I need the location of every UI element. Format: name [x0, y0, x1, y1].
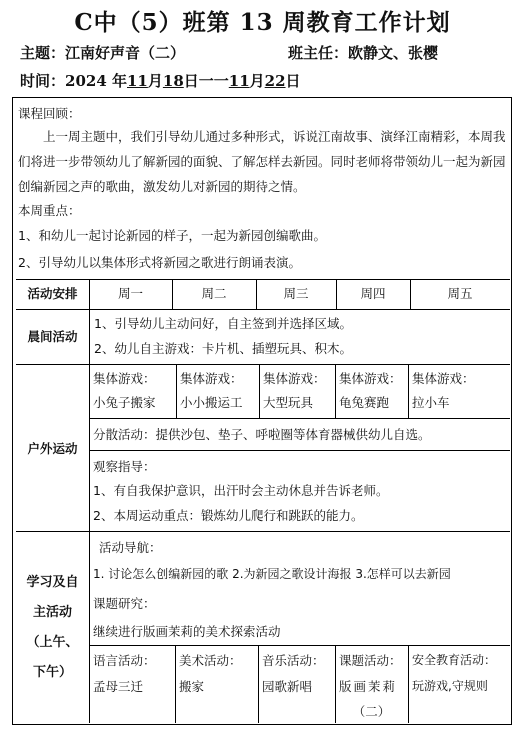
start-month: 11 — [127, 72, 148, 90]
review-text: 上一周主题中，我们引导幼儿通过多种形式，诉说江南故事、演绎江南精彩，本周我们将进一步带领幼儿了解新园的面貌、了解怎样去新园。同时老师将带领幼儿一起为新园创编新园之声的歌曲，激发幼儿对新园的期待之情。 — [18, 129, 506, 194]
start-day: 18 — [162, 72, 184, 90]
day-friday: 周五 — [447, 286, 473, 301]
rule-label-column — [89, 279, 90, 723]
time-line — [20, 70, 301, 91]
end-day: 22 — [264, 72, 286, 90]
game-2-title: 集体游戏： — [180, 371, 243, 386]
game-5-title: 集体游戏： — [412, 371, 475, 386]
rule-game-3 — [335, 364, 336, 418]
page-title: C中（5）班第 13 周教育工作计划 — [74, 9, 451, 36]
activity-3-title: 音乐活动： — [262, 653, 325, 668]
research-label: 课题研究： — [93, 596, 156, 611]
study-label-line-1: 学习及自 — [26, 575, 79, 590]
month-unit-2: 月 — [249, 72, 265, 90]
activity-4-extra: （二） — [352, 704, 391, 719]
game-4-title: 集体游戏： — [339, 371, 402, 386]
day-wednesday: 周三 — [283, 286, 309, 301]
activity-4-content: 版画茉莉 — [339, 679, 398, 694]
nav-text: 1. 讨论怎么创编新园的歌 2.为新园之歌设计海报 3.怎样可以去新园 — [93, 567, 451, 581]
activity-5-content: 玩游戏,守规则 — [412, 679, 488, 693]
morning-line-2: 2、幼儿自主游戏：卡片机、插塑玩具、积木。 — [94, 341, 352, 356]
day-unit-2: 日 — [285, 72, 301, 90]
observe-item-2: 2、本周运动重点：锻炼幼儿爬行和跳跃的能力。 — [93, 508, 364, 523]
study-label-line-3: （上午、 — [26, 635, 79, 650]
rule-research-bottom — [89, 645, 510, 646]
game-4-name: 龟兔赛跑 — [339, 395, 390, 410]
rule-act-4 — [408, 645, 409, 723]
teacher-label: 班主任： — [288, 44, 349, 62]
activity-1-content: 孟母三迁 — [93, 679, 144, 694]
game-1-title: 集体游戏： — [93, 371, 156, 386]
focus-item-1: 1、和幼儿一起讨论新园的样子，一起为新园创编歌曲。 — [18, 228, 326, 243]
review-label: 课程回顾： — [18, 106, 81, 121]
rule-game-2 — [259, 364, 260, 418]
activity-2-content: 搬家 — [179, 679, 205, 694]
schedule-label: 活动安排 — [27, 286, 78, 301]
rule-morning-bottom — [16, 364, 510, 365]
theme-value: 江南好声音（二） — [65, 44, 186, 62]
study-label — [16, 568, 89, 688]
day-unit-1: 日一一 — [183, 72, 229, 90]
day-tuesday: 周二 — [201, 286, 227, 301]
activity-3-content: 园歌新唱 — [262, 679, 313, 694]
rule-act-1 — [175, 645, 176, 723]
study-label-line-2: 主活动 — [32, 605, 72, 620]
time-year: 2024 年 — [65, 72, 127, 90]
game-5-name: 拉小车 — [412, 395, 450, 410]
teacher-line — [288, 42, 438, 63]
game-3-name: 大型玩具 — [263, 395, 314, 410]
nav-label: 活动导航： — [99, 540, 162, 555]
study-label-line-4: 下午） — [32, 665, 72, 680]
focus-item-2: 2、引导幼儿以集体形式将新园之歌进行朗诵表演。 — [18, 255, 301, 270]
time-label: 时间： — [20, 72, 66, 90]
game-3-title: 集体游戏： — [263, 371, 326, 386]
game-1-name: 小兔子搬家 — [93, 395, 156, 410]
rule-schedule-top — [16, 279, 510, 280]
rule-split-bottom — [89, 450, 510, 451]
focus-label: 本周重点： — [18, 203, 81, 218]
game-2-name: 小小搬运工 — [180, 395, 243, 410]
activity-5-title: 安全教育活动： — [412, 653, 497, 667]
rule-act-2 — [258, 645, 259, 723]
research-text: 继续进行版画茉莉的美术探索活动 — [93, 624, 281, 639]
rule-game-4 — [408, 364, 409, 418]
activity-2-title: 美术活动： — [179, 653, 242, 668]
day-thursday: 周四 — [360, 286, 386, 301]
theme-label: 主题： — [20, 44, 66, 62]
observe-item-1: 1、有自我保护意识，出汗时会主动休息并告诉老师。 — [93, 483, 389, 498]
morning-line-1: 1、引导幼儿主动问好，自主签到并选择区域。 — [94, 316, 352, 331]
rule-games-bottom — [89, 418, 510, 419]
plan-table-frame — [12, 97, 512, 725]
month-unit-1: 月 — [147, 72, 163, 90]
teacher-value: 欧静文、张樱 — [348, 44, 439, 62]
end-month: 11 — [228, 72, 250, 90]
rule-outdoor-bottom — [16, 531, 510, 532]
theme-line — [20, 42, 185, 63]
activity-1-title: 语言活动： — [93, 653, 156, 668]
activity-4-title: 课题活动： — [339, 653, 402, 668]
split-activity: 分散活动：提供沙包、垫子、呼啦圈等体育器械供幼儿自选。 — [93, 427, 431, 442]
plan-table — [16, 101, 508, 721]
outdoor-label: 户外运动 — [27, 441, 78, 456]
observe-label: 观察指导： — [93, 459, 156, 474]
rule-game-1 — [176, 364, 177, 418]
morning-label: 晨间活动 — [27, 329, 78, 344]
day-monday: 周一 — [117, 286, 143, 301]
rule-schedule-bottom — [16, 309, 510, 310]
